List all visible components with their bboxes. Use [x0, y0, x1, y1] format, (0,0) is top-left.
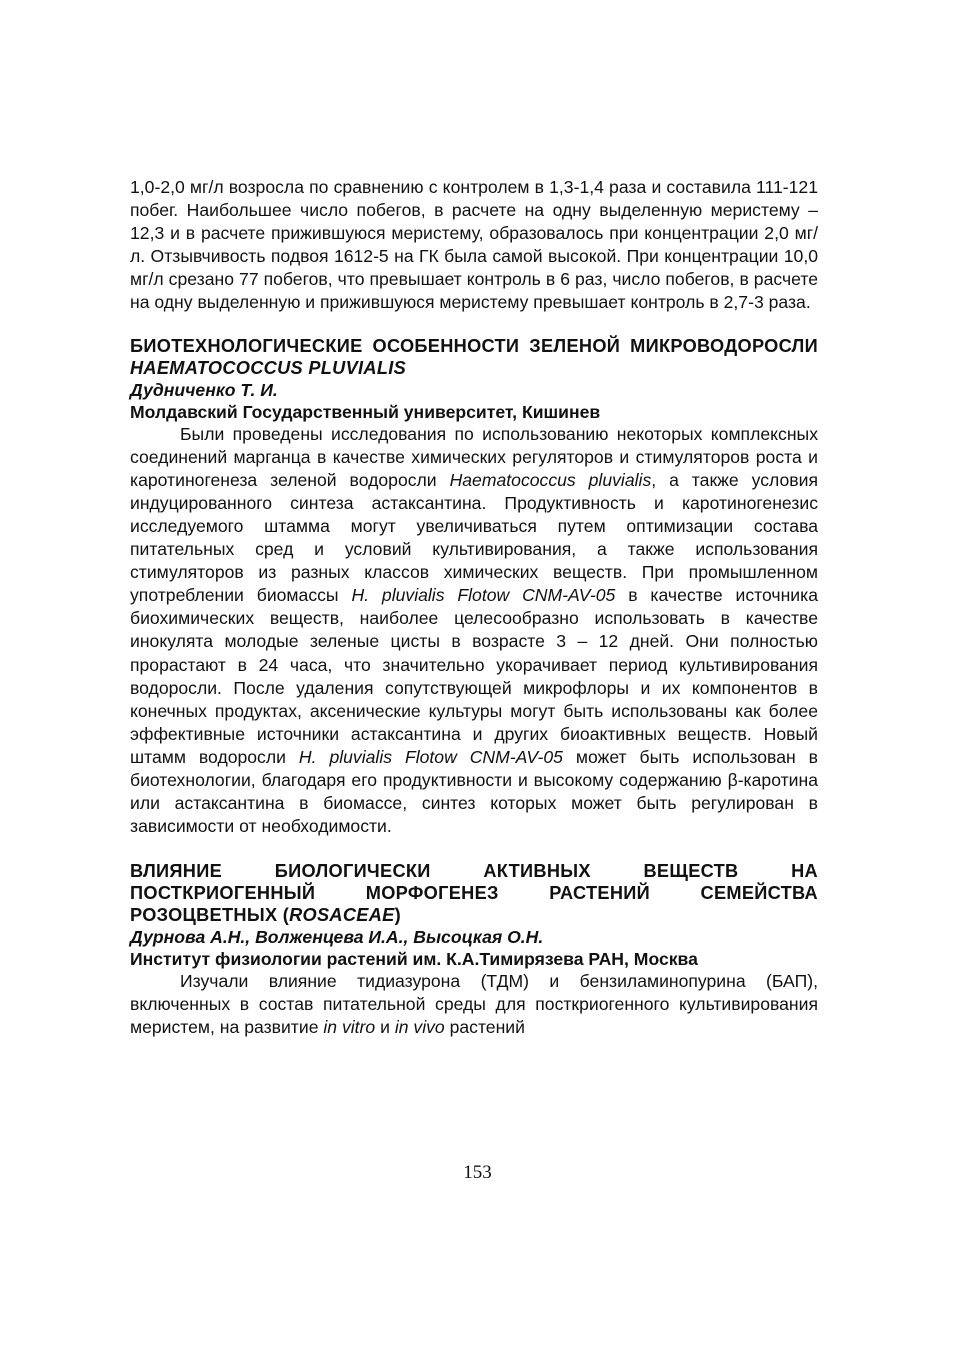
- article1-affiliation: Молдавский Государственный университет, Кишинев: [130, 401, 601, 422]
- article1-title: [130, 335, 818, 379]
- article1-body-s1: Были проведены исследования по использованию некоторых комплексных соединений марганца в качестве химических регуляторов и стимуляторов роста и каротиногенеза зеленой водоросли: [130, 423, 818, 490]
- article2-title: [130, 860, 818, 926]
- article2-title-close: ): [394, 905, 401, 926]
- page-number: 153: [463, 1162, 492, 1183]
- article2-body-i1: in vitro: [323, 1017, 376, 1038]
- article2-authors: Дурнова А.Н., Волженцева И.А., Высоцкая О.Н.: [130, 927, 544, 948]
- article2-body: [130, 970, 818, 1039]
- continuation-paragraph: 1,0-2,0 мг/л возросла по сравнению с контролем в 1,3-1,4 раза и составила 111-121 побег. Наибольшее число побегов, в расчете на одну выделенную меристему – 12,3 и в расчете прижившуюся меристему, образовалось при концентрации 2,0 мг/л. Отзывчивость подвоя 1612-5 на ГК была самой высокой. При концентрации 10,0 мг/л срезано 77 побегов, что превышает контроль в 6 раз, число побегов, в расчете на одну выделенную и прижившуюся меристему превышает контроль в 2,7-3 раза.: [130, 177, 818, 313]
- article1-body: [130, 423, 818, 839]
- article2-title-family: ROSACEAE: [289, 905, 395, 926]
- article1-body-s4: может быть использован в биотехнологии, благодаря его продуктивности и высокому содержанию β-каротина или астаксантина в биомассе, синтез которых может быть регулирован в зависимости от необходимости.: [130, 746, 818, 837]
- article1-body-i2: H. pluvialis Flotow CNM-AV-05: [351, 585, 616, 606]
- article2-affiliation: Институт физиологии растений им. К.А.Тимирязева РАН, Москва: [130, 949, 698, 970]
- article1-title-species: HAEMATOCOCCUS PLUVIALIS: [130, 357, 407, 378]
- article2-body-s3: растений: [444, 1017, 525, 1038]
- article2-body-s1: Изучали влияние тидиазурона (ТДМ) и бензиламинопурина (БАП), включенных в состав питательной среды для посткриогенного культивирования меристем, на развитие: [130, 971, 818, 1038]
- page-content: [130, 176, 818, 1040]
- article1-body-s3: в качестве источника биохимических веществ, наиболее целесообразно использовать в качестве инокулята молодые зеленые цисты в возрасте 3 – 12 дней. Они полностью прорастают в 24 часа, что значительно укорачивает период культивирования водоросли. После удаления сопутствующей микрофлоры и их компонентов в конечных продуктах, аксенические культуры могут быть использованы как более эффективные источники астаксантина и других биоактивных веществ. Новый штамм водоросли: [130, 585, 818, 767]
- article2-body-s2: и: [375, 1017, 395, 1038]
- article2-title-text: ВЛИЯНИЕ БИОЛОГИЧЕСКИ АКТИВНЫХ ВЕЩЕСТВ НА ПОСТКРИОГЕННЫЙ МОРФОГЕНЕЗ РАСТЕНИЙ СЕМЕЙСТВА РОЗОЦВЕТНЫХ (: [130, 861, 818, 926]
- article1-body-i3: H. pluvialis Flotow CNM-AV-05: [298, 746, 563, 767]
- article1-body-s2: , а также условия индуцированного синтеза астаксантина. Продуктивность и каротиногенезис исследуемого штамма могут увеличиваться путем оптимизации состава питательных сред и условий культивирования, а также использования стимуляторов из разных классов химических веществ. При промышленном употреблении биомассы: [130, 469, 818, 606]
- article1-title-text: БИОТЕХНОЛОГИЧЕСКИЕ ОСОБЕННОСТИ ЗЕЛЕНОЙ МИКРОВОДОРОСЛИ: [130, 335, 818, 356]
- article2-body-i2: in vivo: [394, 1017, 445, 1038]
- article1-body-i1: Haematococcus pluvialis: [449, 469, 652, 490]
- article1-authors: Дудниченко Т. И.: [130, 379, 278, 400]
